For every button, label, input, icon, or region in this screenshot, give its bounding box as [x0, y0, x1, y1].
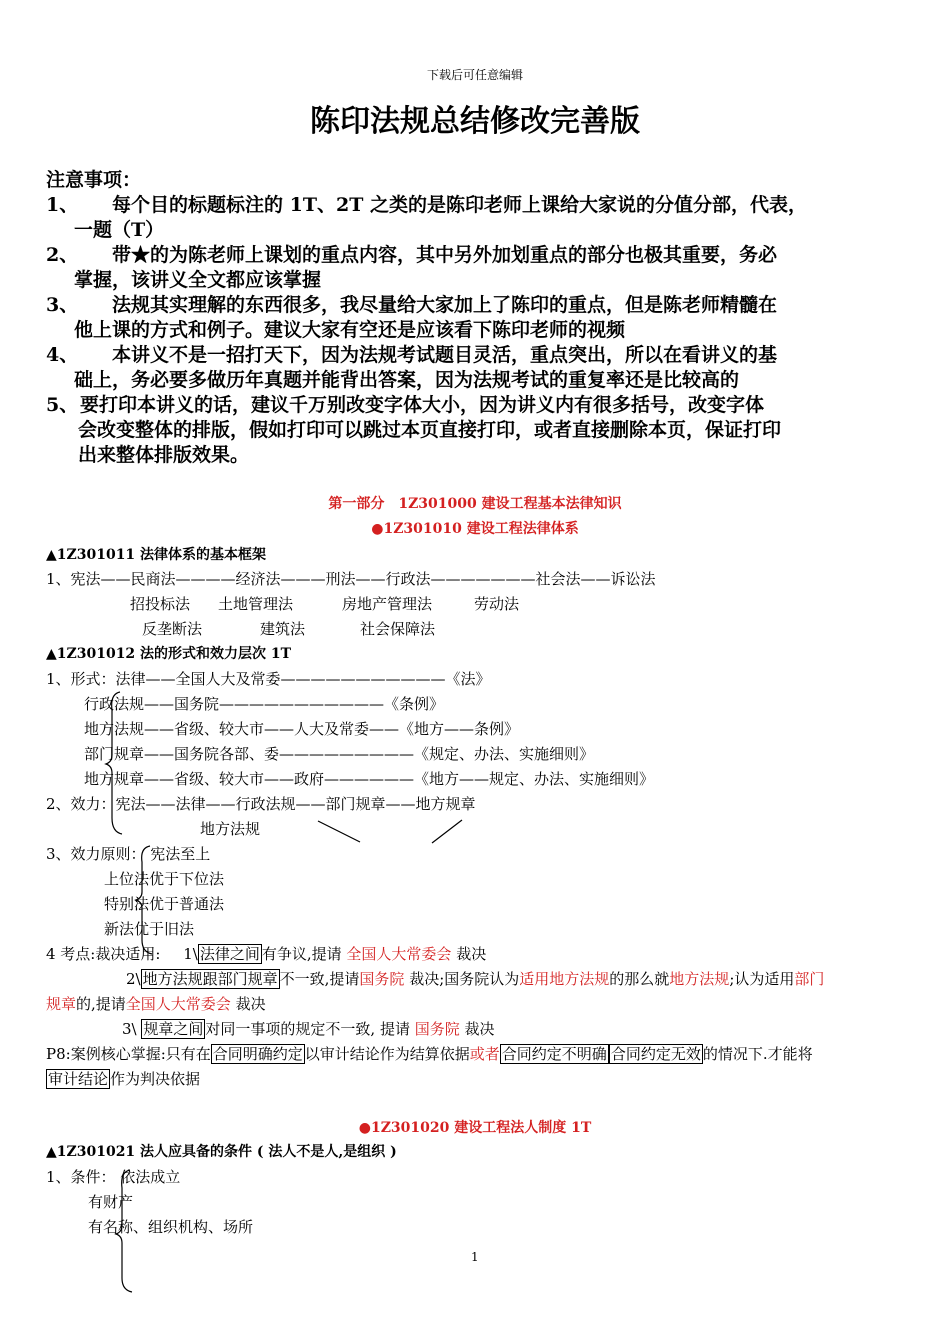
header-note: 下载后可任意编辑	[426, 68, 523, 82]
brace-conditions	[116, 1170, 132, 1292]
brace-principles	[136, 846, 152, 954]
exam-label: 4 考点:裁决适用:	[46, 945, 161, 963]
note-3-line1: 法规其实理解的东西很多，我尽量给大家加上了陈印的重点，但是陈老师精髓在	[112, 294, 778, 316]
note-5-line1: 要打印本讲义的话，建议千万别改变字体大小，因为讲义内有很多括号，改变字体	[80, 394, 765, 416]
effect-slash-1	[318, 821, 360, 842]
note-1-line2: 一题（T）	[74, 219, 165, 241]
note-3-num: 3、	[46, 294, 79, 316]
exam-r3-end: 裁决	[464, 1020, 495, 1038]
section-title-301021: ▲1Z301021 法人应具备的条件 ( 法人不是人,是组织 )	[46, 1144, 397, 1160]
exam-r2-red4a: 部门	[794, 970, 825, 988]
effect-slash-2	[432, 820, 462, 843]
note-2-num: 2、	[46, 244, 79, 266]
law-sub-1-4: 劳动法	[474, 595, 520, 613]
exam-r3-red: 国务院	[414, 1020, 460, 1038]
exam-r1-num: 1\	[183, 945, 198, 963]
p8-t1: P8:案例核心掌握:只有在	[46, 1045, 211, 1063]
exam-r3-box: 规章之间	[143, 1020, 204, 1038]
law-sub-1-1: 招投标法	[130, 595, 191, 613]
exam-r1-box: 法律之间	[199, 945, 260, 963]
p8-t4: 作为判决依据	[110, 1070, 201, 1088]
p8-t3: 的情况下.才能将	[702, 1045, 813, 1063]
p8-b2: 合同约定不明确	[501, 1045, 607, 1063]
form-line-2: 行政法规——国务院———————————《条例》	[84, 695, 445, 713]
exam-r2-t4: ;认为适用	[729, 970, 795, 988]
notes-heading: 注意事项：	[46, 169, 142, 191]
law-system-line: 1、宪法——民商法————经济法———刑法——行政法———————社会法——诉讼法	[46, 570, 656, 588]
effect-line: 2、效力：宪法——法律——行政法规——部门规章——地方规章	[46, 795, 476, 813]
exam-r1-end: 裁决	[456, 945, 487, 963]
effect-line-2: 地方法规	[200, 820, 261, 838]
exam-r2-end: 裁决	[235, 995, 266, 1013]
note-5-num: 5、	[46, 394, 79, 416]
p8-b4: 审计结论	[48, 1070, 109, 1088]
exam-r2-num: 2\	[126, 970, 141, 988]
section-title-301011: ▲1Z301011 法律体系的基本框架	[46, 547, 267, 563]
law-sub-1-2: 土地管理法	[218, 595, 294, 613]
p8-b3: 合同约定无效	[610, 1045, 701, 1063]
chapter-title-1: ●1Z301010 建设工程法律体系	[371, 521, 579, 537]
section-title-301012: ▲1Z301012 法的形式和效力层次 1T	[46, 646, 292, 662]
note-1-num: 1、	[46, 194, 79, 216]
note-5-line2: 会改变整体的排版，假如打印可以跳过本页直接打印，或者直接删除本页，保证打印	[78, 419, 782, 441]
exam-r2-red3: 地方法规	[669, 970, 730, 988]
exam-r3-text: 对同一事项的规定不一致, 提请	[205, 1020, 410, 1038]
note-3-line2: 他上课的方式和例子。建议大家有空还是应该看下陈印老师的视频	[74, 319, 626, 341]
law-sub-1-3: 房地产管理法	[342, 595, 433, 613]
brace-forms	[106, 692, 122, 834]
note-4-line1: 本讲义不是一招打天下，因为法规考试题目灵活，重点突出，所以在看讲义的基	[112, 344, 778, 366]
principle-3: 新法优于旧法	[104, 920, 195, 938]
principle-2: 特别法优于普通法	[104, 895, 225, 913]
page-title: 陈印法规总结修改完善版	[310, 104, 640, 139]
note-4-num: 4、	[46, 344, 79, 366]
law-sub-2-2: 建筑法	[260, 620, 306, 638]
part-title: 第一部分 1Z301000 建设工程基本法律知识	[328, 496, 622, 512]
note-2-line1: 带★的为陈老师上课划的重点内容，其中另外加划重点的部分也极其重要，务必	[112, 244, 778, 266]
form-line-5: 地方规章——省级、较大市——政府——————《地方——规定、办法、实施细则》	[84, 770, 655, 788]
note-4-line2: 础上，务必要多做历年真题并能背出答案，因为法规考试的重复率还是比较高的	[74, 369, 740, 391]
exam-r2-red1: 国务院	[359, 970, 405, 988]
principle-line: 3、效力原则： 宪法至上	[46, 845, 211, 863]
form-line-4: 部门规章——国务院各部、委—————————《规定、办法、实施细则》	[84, 745, 595, 763]
exam-r1-red: 全国人大常委会	[346, 945, 452, 963]
exam-r3-num: 3\	[122, 1020, 137, 1038]
form-line-3: 地方法规——省级、较大市——人大及常委——《地方——条例》	[84, 720, 520, 738]
condition-2: 有名称、组织机构、场所	[88, 1218, 254, 1236]
principle-1: 上位法优于下位法	[104, 870, 225, 888]
note-2-line2: 掌握，该讲义全文都应该掌握	[74, 269, 322, 291]
p8-r1: 或者	[469, 1045, 500, 1063]
exam-r2-red5: 全国人大常委会	[125, 995, 231, 1013]
exam-r2-t1: 不一致,提请	[279, 970, 360, 988]
law-sub-2-3: 社会保障法	[360, 620, 436, 638]
p8-t2: 以审计结论作为结算依据	[304, 1045, 470, 1063]
exam-r2-box: 地方法规跟部门规章	[142, 970, 278, 988]
exam-r2-red2: 适用地方法规	[519, 970, 610, 988]
exam-r2-t3: 的那么就	[609, 970, 670, 988]
condition-line: 1、条件： 依法成立	[46, 1168, 181, 1186]
chapter-title-2: ●1Z301020 建设工程法人制度 1T	[358, 1120, 592, 1136]
note-1-line1: 每个目的标题标注的 1T、2T 之类的是陈印老师上课给大家说的分值分部，代表，	[112, 194, 807, 216]
law-sub-2-1: 反垄断法	[142, 620, 203, 638]
exam-r2-red4b: 规章	[46, 995, 77, 1013]
form-line-1: 1、形式：法律——全国人大及常委———————————《法》	[46, 670, 491, 688]
exam-r2-t2: 裁决;国务院认为	[409, 970, 520, 988]
exam-r2-t5: 的,提请	[76, 995, 126, 1013]
p8-b1: 合同明确约定	[212, 1045, 303, 1063]
note-5-line3: 出来整体排版效果。	[78, 444, 250, 466]
page-number: 1	[471, 1250, 479, 1264]
exam-r1-text: 有争议,提请	[261, 945, 342, 963]
condition-1: 有财产	[88, 1193, 134, 1211]
